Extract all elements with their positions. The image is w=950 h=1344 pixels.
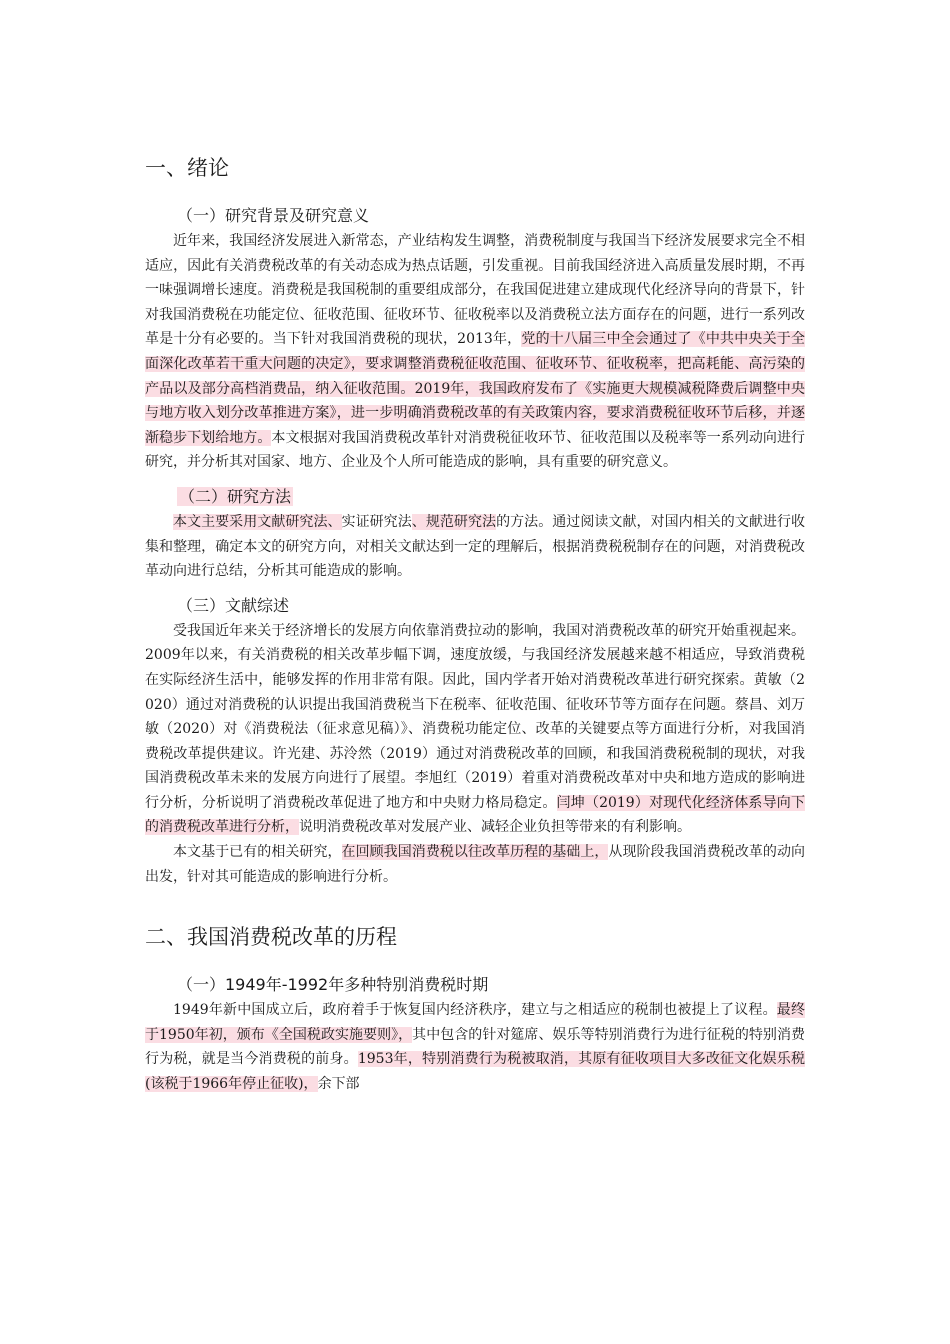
document-body: [145, 150, 805, 1097]
highlighted-text: 本文主要采用文献研究法、: [173, 513, 342, 530]
text-run: 实证研究法: [341, 513, 412, 530]
text-run: 余下部: [317, 1076, 360, 1093]
summary-paragraph: [145, 840, 805, 889]
text-run: 其中包含的针对筵席、娱乐等特别消费行为进行征税的特别消费行为税，就是当今消费税的前身。: [145, 1026, 805, 1068]
text-run: 本文根据对我国消费税改革针对消费税征收环节、征收范围以及税率等一系列动向进行研究，并分析其对国家、地方、企业及个人所可能造成的影响，具有重要的研究意义。: [145, 429, 806, 471]
text-run: 1949年新中国成立后，政府着手于恢复国内经济秩序，建立与之相适应的税制也被提上了议程。: [173, 1002, 777, 1019]
text-run: 本文基于已有的相关研究，: [173, 844, 342, 861]
highlighted-heading-text: （二）研究方法: [179, 486, 292, 506]
subsection-1-1-heading: （一）研究背景及研究意义: [177, 206, 370, 225]
highlighted-text: 党的十八届三中全会通过了《中共中央关于全面深化改革若干重大问题的决定》，要求调整消费税征收范围、征收环节、征收税率，把高耗能、高污染的产品以及部分高档消费品，纳入征收范围。2019年，我国政府发布了《实施更大规模减税降费后调整中央与地方收入划分改革推进方案》，进一步明确消费税改革的有关政策内容，要求消费税征收环节后移，并逐渐稳步下划给地方。: [145, 331, 805, 446]
text-run: 从现阶段我国消费税改革的动向出发，针对其可能造成的影响进行分析。: [145, 844, 806, 885]
highlighted-text: 、规范研究法: [411, 513, 497, 530]
highlighted-text: 在回顾我国消费税以往改革历程的基础上，: [341, 844, 609, 861]
background-paragraph: [145, 229, 805, 475]
text-run: 的方法。通过阅读文献，对国内相关的文献进行收集和整理，确定本文的研究方向，对相关文献达到一定的理解后，根据消费税税制存在的问题，对消费税改革动向进行总结，分析其可能造成的影响。: [145, 513, 806, 580]
text-run: 近年来，我国经济发展进入新常态，产业结构发生调整，消费税制度与我国当下经济发展要求完全不相适应，因此有关消费税改革的有关动态成为热点话题，引发重视。目前我国经济进入高质量发展时期，不再一味强调增长速度。消费税是我国税制的重要组成部分，在我国促进建立建成现代化经济导向的背景下，针对我国消费税在功能定位、征收范围、征收环节、征收税率以及消费税立法方面存在的问题，进行一系列改革是十分有必要的。当下针对我国消费税的现状，2013年，: [145, 233, 805, 348]
subsection-1-2-heading: [145, 484, 805, 510]
section-1-heading: 一、绪论: [145, 156, 229, 180]
subsection-1-3-heading: （三）文献综述: [177, 595, 290, 615]
highlighted-text: 1953年，特别消费行为税被取消，其原有征收项目大多改征文化娱乐税(该税于1966年停止征收)，: [145, 1051, 805, 1093]
methods-paragraph: [145, 510, 805, 584]
section-2-heading: 二、我国消费税改革的历程: [145, 925, 397, 950]
highlighted-text: 闫坤（2019）对现代化经济体系导向下的消费税改革进行分析，: [145, 794, 805, 836]
text-run: 受我国近年来关于经济增长的发展方向依靠消费拉动的影响，我国对消费税改革的研究开始重视起来。2009年以来，有关消费税的相关改革步幅下调，速度放缓，与我国经济发展越来越不相适应，导致消费税在实际经济生活中，能够发挥的作用非常有限。因此，国内学者开始对消费税改革进行研究探索。黄敏（2020）通过对消费税的认识提出我国消费税当下在税率、征收范围、征收环节等方面存在问题。蔡昌、刘万敏（2020）对《消费税法（征求意见稿）》、消费税功能定位、改革的关键要点等方面进行分析，对我国消费税改革提供建议。许光建、苏泠然（2019）通过对消费税改革的回顾，和我国消费税税制的现状，对我国消费税改革未来的发展方向进行了展望。李旭红（2019）着重对消费税改革对中央和地方造成的影响进行分析，分析说明了消费税改革促进了地方和中央财力格局稳定。: [145, 622, 805, 811]
subsection-2-1-heading: （一）1949年-1992年多种特别消费税时期: [177, 975, 489, 995]
highlighted-text: 最终于1950年初，颁布《全国税政实施要则》，: [145, 1002, 805, 1043]
history-paragraph: [145, 998, 805, 1096]
text-run: 说明消费税改革对发展产业、减轻企业负担等带来的有利影响。: [299, 819, 691, 836]
literature-review-paragraph: [145, 619, 805, 840]
